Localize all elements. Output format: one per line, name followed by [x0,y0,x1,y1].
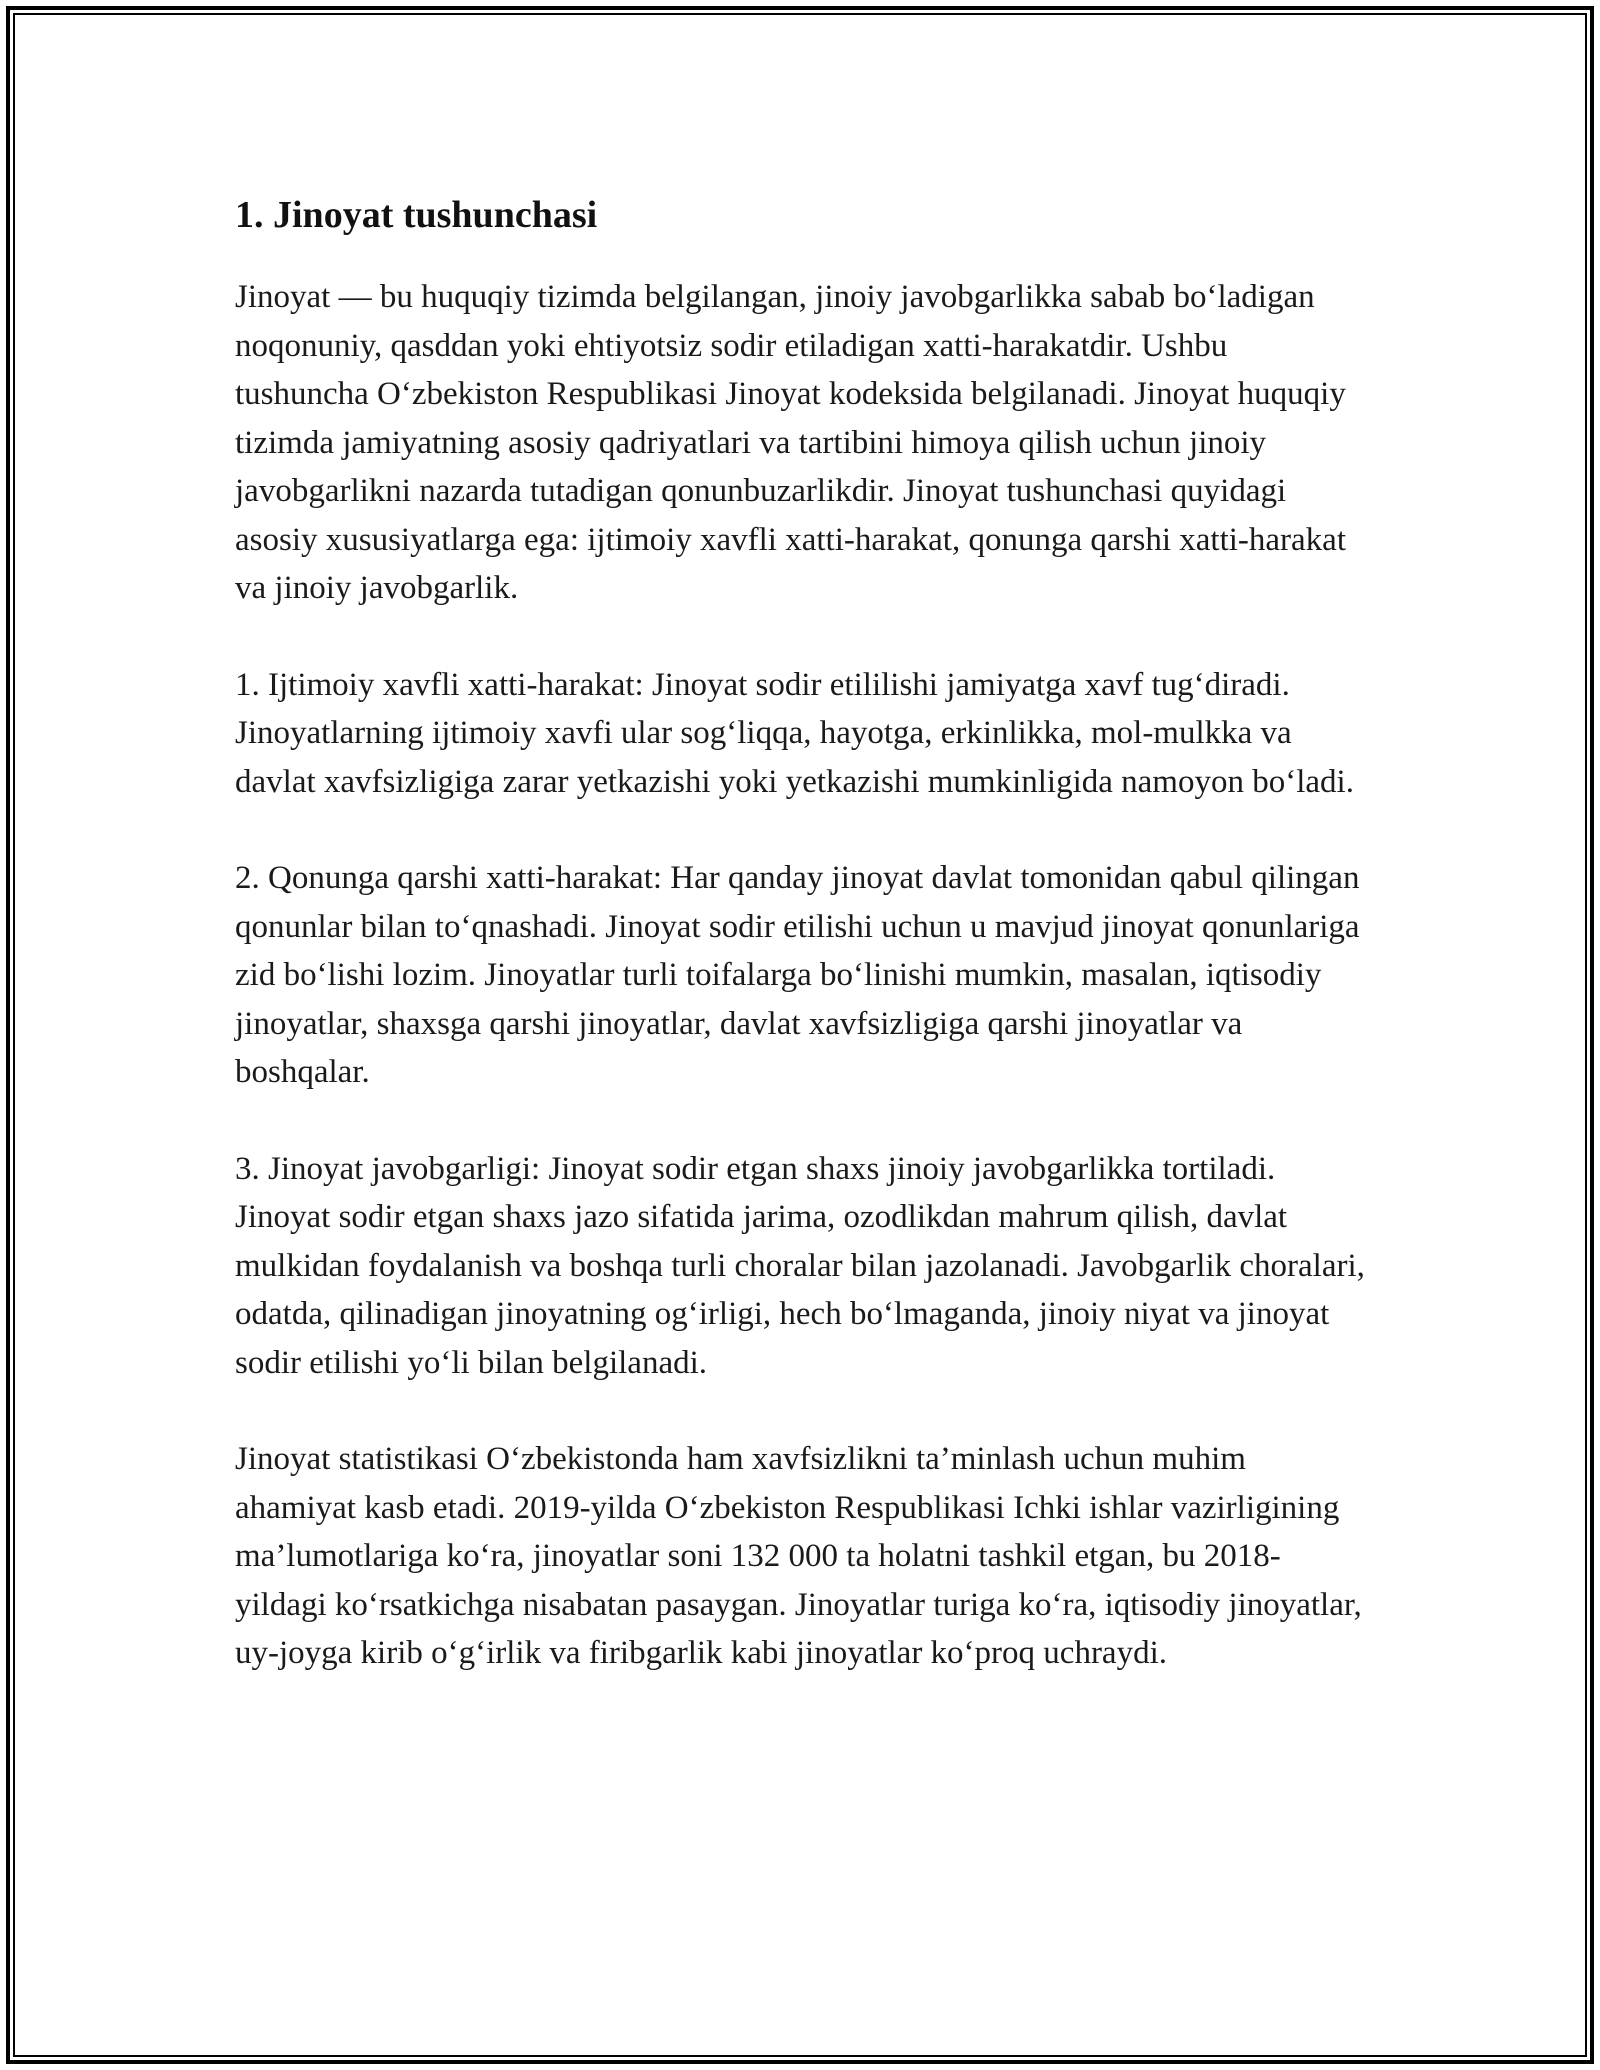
paragraph-unlawfulness: 2. Qonunga qarshi xatti-harakat: Har qanday jinoyat davlat tomonidan qabul qilingan qonunlar bilan to‘qnashadi. Jinoyat sodir etilishi uchun u mavjud jinoyat qonunlariga zid bo‘lishi lozim. Jinoyatlar turli toifalarga bo‘linishi mumkin, masalan, iqtisodiy jinoyatlar, shaxsga qarshi jinoyatlar, davlat xavfsizligiga qarshi jinoyatlar va boshqalar. [235,860,1360,1090]
document-body [235,183,1365,1726]
section-heading: 1. Jinoyat tushunchasi [235,194,598,236]
paragraph-liability: 3. Jinoyat javobgarligi: Jinoyat sodir etgan shaxs jinoiy javobgarlikka tortiladi. Jinoyat sodir etgan shaxs jazo sifatida jarima, ozodlikdan mahrum qilish, davlat mulkidan foydalanish va boshqa turli choralar bilan jazolanadi. Javobgarlik choralari, odatda, qilinadigan jinoyatning og‘irligi, hech bo‘lmaganda, jinoiy niyat va jinoyat sodir etilishi yo‘li bilan belgilanadi. [235,1150,1365,1381]
paragraph-definition: Jinoyat — bu huquqiy tizimda belgilangan, jinoiy javobgarlikka sabab bo‘ladigan noqonuniy, qasddan yoki ehtiyotsiz sodir etiladigan xatti-harakatdir. Ushbu tushuncha O‘zbekiston Respublikasi Jinoyat kodeksida belgilanadi. Jinoyat huquqiy tizimda jamiyatning asosiy qadriyatlari va tartibini himoya qilish uchun jinoiy javobgarlikni nazarda tutadigan qonunbuzarlikdir. Jinoyat tushunchasi quyidagi asosiy xususiyatlarga ega: ijtimoiy xavfli xatti-harakat, qonunga qarshi xatti-harakat va jinoiy javobgarlik. [235,279,1346,606]
paragraph-statistics: Jinoyat statistikasi O‘zbekistonda ham xavfsizlikni ta’minlash uchun muhim ahamiyat kasb etadi. 2019-yilda O‘zbekiston Respublikasi Ichki ishlar vazirligining ma’lumotlariga ko‘ra, jinoyatlar soni 132 000 ta holatni tashkil etgan, bu 2018-yildagi ko‘rsatkichga nisabatan pasaygan. Jinoyatlar turiga ko‘ra, iqtisodiy jinoyatlar, uy-joyga kirib o‘g‘irlik va firibgarlik kabi jinoyatlar ko‘proq uchraydi. [235,1441,1362,1671]
paragraph-social-danger: 1. Ijtimoiy xavfli xatti-harakat: Jinoyat sodir etililishi jamiyatga xavf tug‘diradi. Jinoyatlarning ijtimoiy xavfi ular sog‘liqqa, hayotga, erkinlikka, mol-mulkka va davlat xavfsizligiga zarar yetkazishi yoki yetkazishi mumkinligida namoyon bo‘ladi. [235,666,1354,800]
